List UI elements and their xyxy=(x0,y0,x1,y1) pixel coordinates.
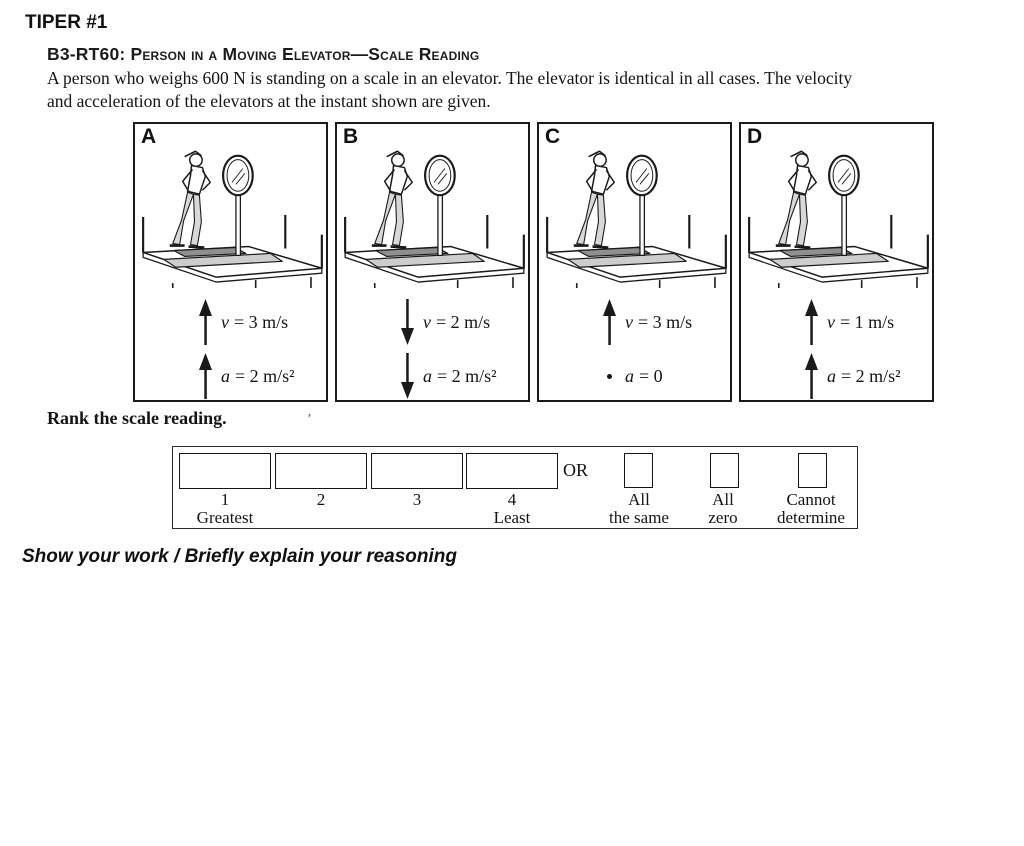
alt-label-line: All xyxy=(712,490,734,509)
alt-label-line: Cannot xyxy=(786,490,836,509)
velocity-direction-marker xyxy=(601,299,617,345)
rank-slot-4[interactable] xyxy=(466,453,558,489)
acceleration-value: a = 2 m/s² xyxy=(423,365,497,386)
acceleration-direction-marker xyxy=(601,353,617,399)
elevator-scene-illustration xyxy=(137,132,325,288)
arrow-icon xyxy=(602,299,617,345)
velocity-annotation xyxy=(601,298,730,346)
rank-slot-label-4 xyxy=(466,491,558,527)
slot-caption: Greatest xyxy=(196,508,254,527)
all-the-same-label xyxy=(589,491,689,527)
stray-pen-mark: ’ xyxy=(307,412,312,427)
ranking-answer-table xyxy=(172,446,858,529)
velocity-value: v = 3 m/s xyxy=(625,311,693,332)
cannot-determine-label xyxy=(759,491,863,527)
arrow-icon xyxy=(804,353,819,399)
task-title: Person in a Moving Elevator—Scale Reading xyxy=(130,44,480,64)
alt-label-line: the same xyxy=(609,508,669,527)
velocity-direction-marker xyxy=(803,299,819,345)
arrow-icon xyxy=(400,299,415,345)
velocity-annotation xyxy=(399,298,528,346)
panel-label: C xyxy=(545,125,561,148)
elevator-scene-illustration xyxy=(541,132,729,288)
rank-slot-2[interactable] xyxy=(275,453,367,489)
rank-slot-1[interactable] xyxy=(179,453,271,489)
elevator-scene-illustration xyxy=(743,132,931,288)
case-panel-a xyxy=(133,122,328,402)
arrow-icon xyxy=(804,299,819,345)
task-heading xyxy=(47,44,479,65)
acceleration-direction-marker xyxy=(803,353,819,399)
slot-number: 2 xyxy=(316,490,326,509)
acceleration-value: a = 0 xyxy=(625,365,663,386)
description-line: A person who weighs 600 N is standing on a scale in an elevator. The elevator is identical in all cases. The velocity xyxy=(47,68,853,88)
acceleration-direction-marker xyxy=(197,353,213,399)
velocity-value: v = 3 m/s xyxy=(221,311,289,332)
slot-number: 1 xyxy=(220,490,230,509)
task-code: B3-RT60: xyxy=(47,44,126,64)
alt-label-line: zero xyxy=(708,508,738,527)
case-panel-b xyxy=(335,122,530,402)
arrow-icon xyxy=(198,299,213,345)
rank-slot-label-1 xyxy=(179,491,271,527)
panel-label: D xyxy=(747,125,763,148)
case-panel-d xyxy=(739,122,934,402)
velocity-annotation xyxy=(197,298,326,346)
rank-slot-label-2 xyxy=(275,491,367,509)
acceleration-value: a = 2 m/s² xyxy=(827,365,901,386)
velocity-value: v = 2 m/s xyxy=(423,311,491,332)
alt-label-line: All xyxy=(628,490,650,509)
acceleration-direction-marker xyxy=(399,353,415,399)
slot-number: 4 xyxy=(507,490,517,509)
alt-label-line: determine xyxy=(777,508,845,527)
acceleration-annotation xyxy=(601,352,730,400)
rank-prompt: Rank the scale reading. xyxy=(47,408,227,428)
all-zero-checkbox[interactable] xyxy=(710,453,739,488)
problem-description xyxy=(47,67,1007,113)
velocity-direction-marker xyxy=(197,299,213,345)
zero-dot-icon xyxy=(607,374,612,379)
rank-slot-label-3 xyxy=(371,491,463,509)
case-panel-c xyxy=(537,122,732,402)
panel-label: B xyxy=(343,125,359,148)
acceleration-value: a = 2 m/s² xyxy=(221,365,295,386)
slot-caption: Least xyxy=(493,508,531,527)
velocity-annotation xyxy=(803,298,932,346)
cannot-determine-checkbox[interactable] xyxy=(798,453,827,488)
all-the-same-checkbox[interactable] xyxy=(624,453,653,488)
show-work-instruction: Show your work / Briefly explain your reasoning xyxy=(22,546,457,567)
worksheet-title: TIPER #1 xyxy=(25,12,108,33)
rank-slot-3[interactable] xyxy=(371,453,463,489)
panel-label: A xyxy=(141,125,157,148)
elevator-scene-illustration xyxy=(339,132,527,288)
arrow-icon xyxy=(198,353,213,399)
acceleration-annotation xyxy=(197,352,326,400)
arrow-icon xyxy=(400,353,415,399)
case-panels-row xyxy=(133,122,934,402)
acceleration-annotation xyxy=(803,352,932,400)
or-label: OR xyxy=(563,460,589,480)
acceleration-annotation xyxy=(399,352,528,400)
velocity-value: v = 1 m/s xyxy=(827,311,895,332)
slot-number: 3 xyxy=(412,490,422,509)
velocity-direction-marker xyxy=(399,299,415,345)
all-zero-label xyxy=(683,491,763,527)
description-line: and acceleration of the elevators at the instant shown are given. xyxy=(47,91,491,111)
